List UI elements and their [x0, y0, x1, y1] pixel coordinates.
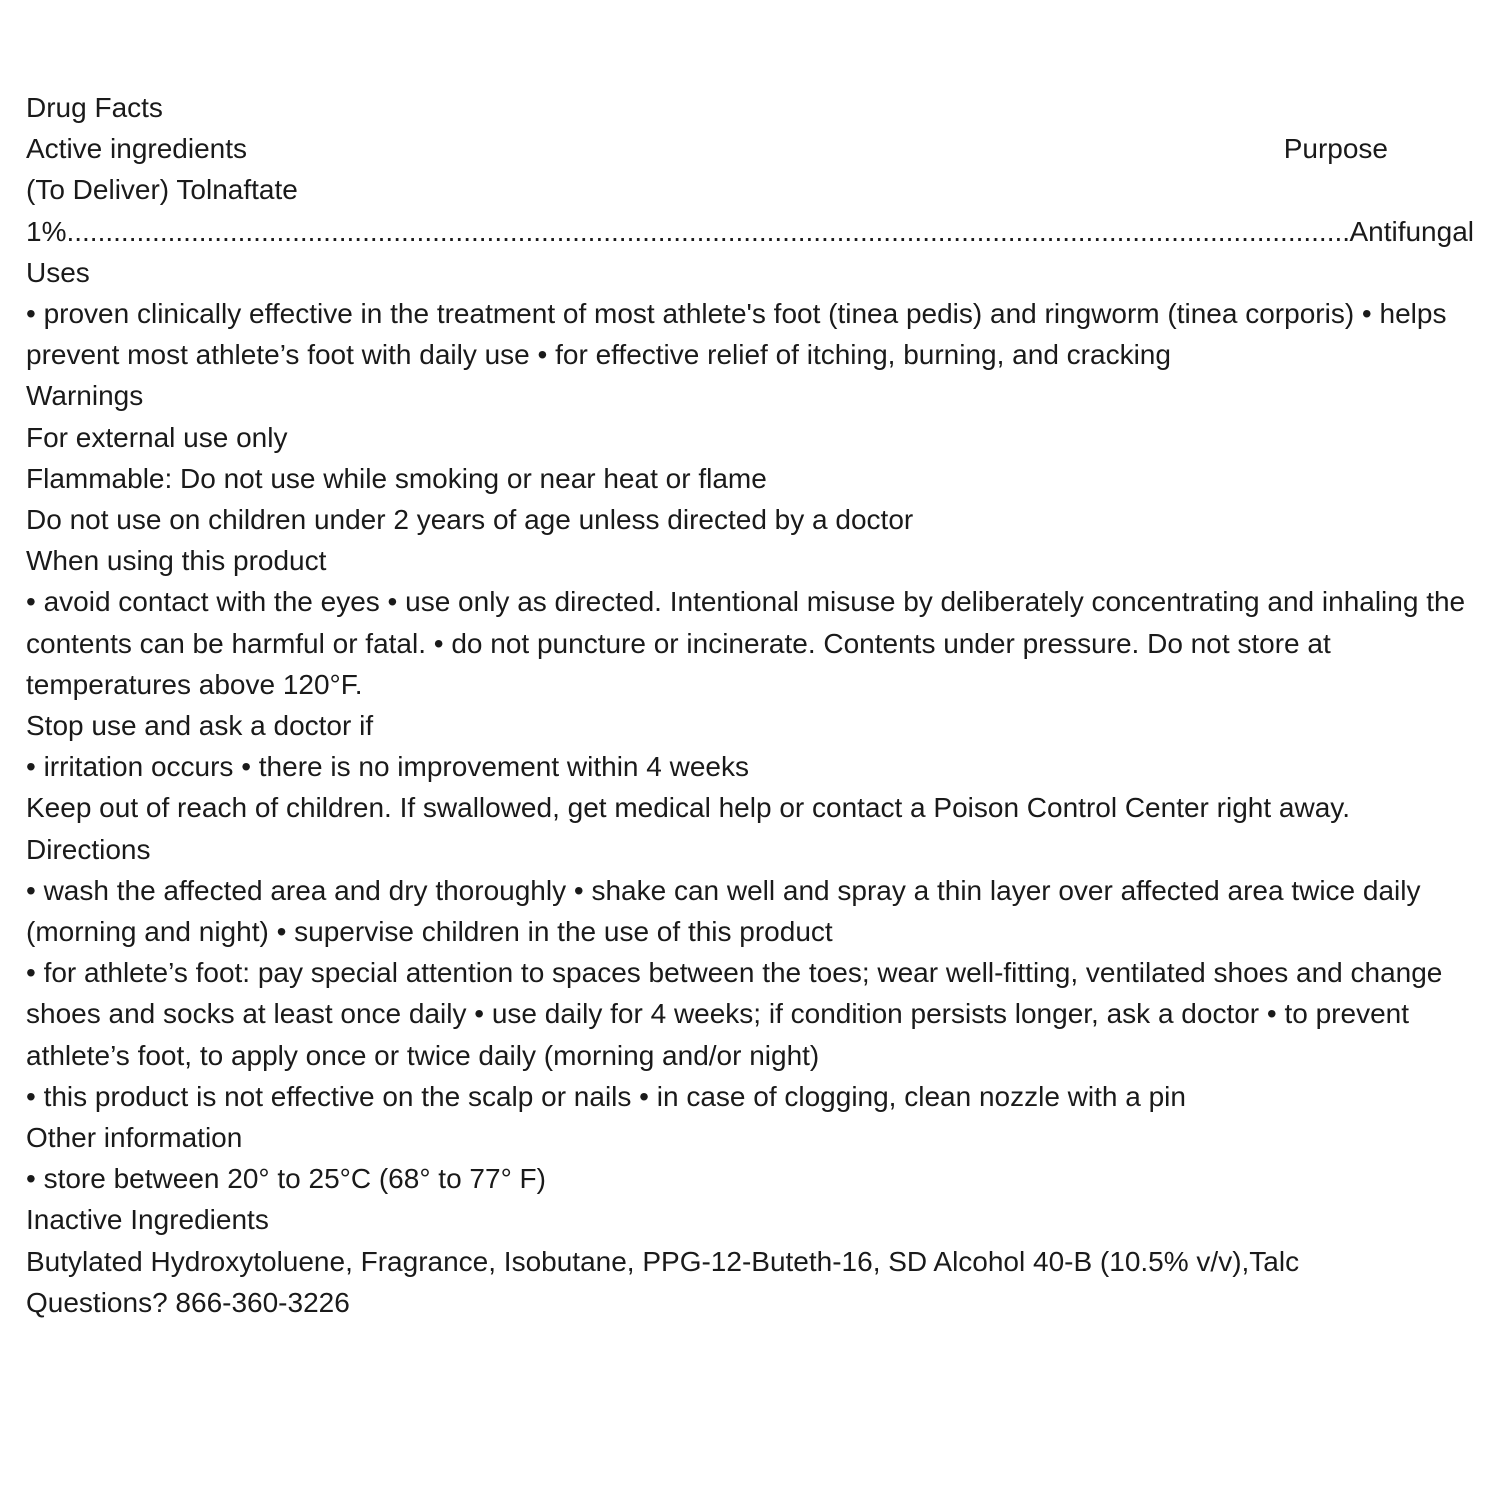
directions-paragraph-2: • for athlete’s foot: pay special attention to spaces between the toes; wear well-fitting, ventilated shoes and change shoes and socks at least once daily • use daily for 4 weeks; if condition persists longer, ask a doctor • to prevent athlete’s foot, to apply once or twice daily (morning and/or night)	[26, 957, 1443, 1071]
warnings-heading: Warnings	[26, 380, 144, 412]
questions-line: Questions? 866-360-3226	[26, 1286, 350, 1318]
active-ingredients-heading: Active ingredients	[26, 133, 248, 165]
stop-use-heading: Stop use and ask a doctor if	[26, 710, 374, 742]
stop-use-text: • irritation occurs • there is no improvement within 4 weeks	[26, 751, 749, 783]
directions-paragraph-1: • wash the affected area and dry thoroughly • shake can well and spray a thin layer over affected area twice daily (morning and night) • supervise children in the use of this product	[26, 874, 1421, 948]
keep-out-of-reach: Keep out of reach of children. If swallowed, get medical help or contact a Poison Control Center right away.	[26, 792, 1350, 824]
directions-heading: Directions	[26, 833, 151, 865]
other-information-heading: Other information	[26, 1122, 243, 1154]
other-information-text: • store between 20° to 25°C (68° to 77° F)	[26, 1163, 546, 1195]
active-ingredient-name: (To Deliver) Tolnaftate	[26, 174, 298, 206]
inactive-ingredients-text: Butylated Hydroxytoluene, Fragrance, Isobutane, PPG-12-Buteth-16, SD Alcohol 40-B (10.5% v/v),Talc	[26, 1245, 1300, 1277]
dot-leader	[66, 211, 1349, 252]
directions-paragraph-3: • this product is not effective on the scalp or nails • in case of clogging, clean nozzle with a pin	[26, 1080, 1186, 1112]
uses-heading: Uses	[26, 256, 90, 288]
document-title: Drug Facts	[26, 92, 163, 123]
when-using-heading: When using this product	[26, 545, 327, 577]
children-warning: Do not use on children under 2 years of age unless directed by a doctor	[26, 504, 914, 536]
inactive-ingredients-heading: Inactive Ingredients	[26, 1204, 269, 1236]
active-ingredients-header-row	[26, 128, 1474, 169]
uses-text: • proven clinically effective in the treatment of most athlete's foot (tinea pedis) and ringworm (tinea corporis) • helps prevent most athlete’s foot with daily use • for effective relief of itching, burning, and cracking	[26, 298, 1447, 371]
flammable-warning: Flammable: Do not use while smoking or near heat or flame	[26, 462, 767, 494]
drug-facts-document	[26, 87, 1474, 1323]
active-ingredient-row	[26, 211, 1474, 252]
external-use-warning: For external use only	[26, 421, 288, 453]
when-using-text: • avoid contact with the eyes • use only as directed. Intentional misuse by deliberately concentrating and inhaling the contents can be harmful or fatal. • do not puncture or incinerate. Contents under pressure. Do not store at temperatures above 120°F.	[26, 586, 1466, 700]
active-ingredient-purpose: Antifungal	[1349, 215, 1474, 247]
purpose-heading: Purpose	[1283, 133, 1388, 165]
active-ingredient-strength: 1%	[26, 215, 67, 247]
